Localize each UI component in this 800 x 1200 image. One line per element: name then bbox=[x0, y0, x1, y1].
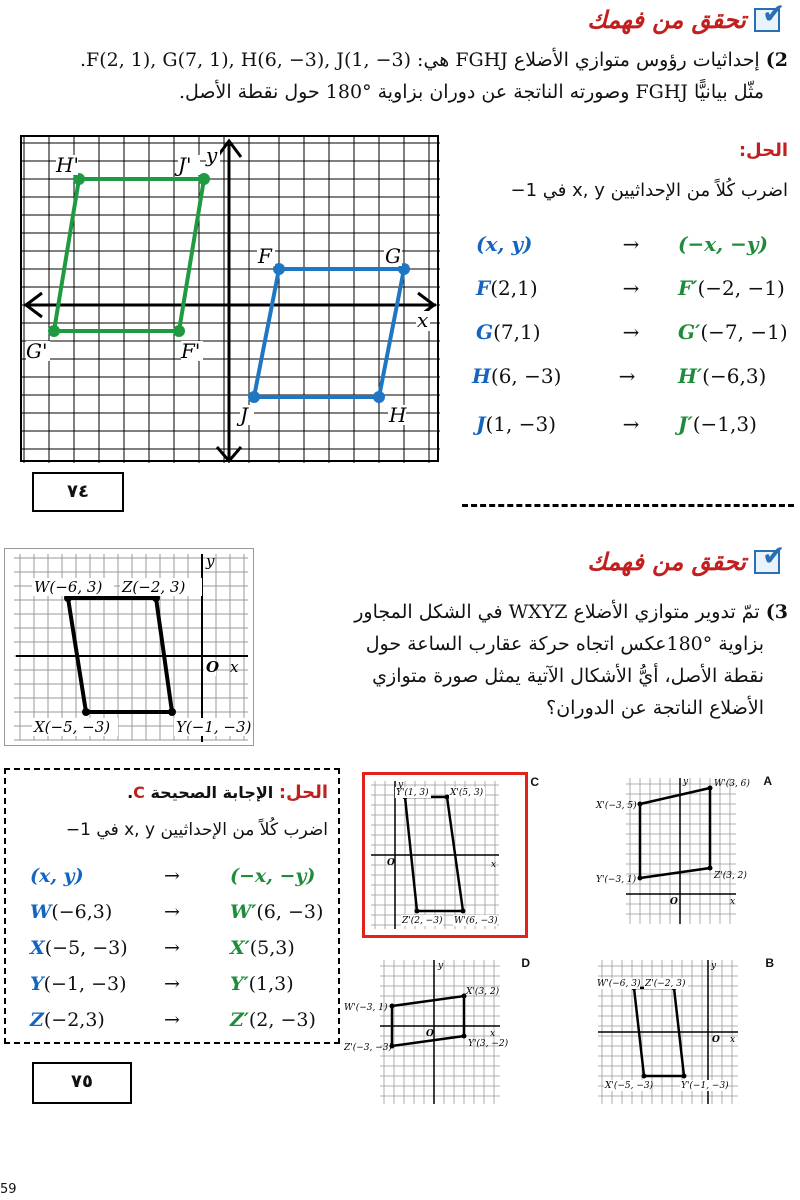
graph-y-label: y bbox=[206, 143, 218, 167]
option-d[interactable]: X'(3, 2) W'(−3, 1) Z'(−3, −3) Y'(3, −2) O x y D bbox=[344, 956, 524, 1108]
parallelogram-wxyz-graph bbox=[4, 548, 254, 746]
svg-text:W'(6, −3): W'(6, −3) bbox=[454, 916, 498, 926]
mapping-row: H(6, −3) → H′(−6,3) bbox=[472, 364, 767, 388]
mapping-list-1 bbox=[472, 232, 796, 456]
svg-text:Y'(1, 3): Y'(1, 3) bbox=[396, 788, 429, 798]
option-d-graph bbox=[344, 956, 524, 1108]
svg-text:Z'(3, 2): Z'(3, 2) bbox=[714, 871, 747, 881]
label-O: O bbox=[206, 658, 220, 676]
svg-text:W'(3, 6): W'(3, 6) bbox=[714, 779, 750, 789]
label-Jp: J' bbox=[178, 153, 192, 177]
label-Gp: G' bbox=[26, 339, 48, 363]
rotation-graph-fghj bbox=[20, 135, 440, 463]
svg-text:x: x bbox=[490, 1029, 496, 1039]
option-b[interactable]: W'(−6, 3) Z'(−2, 3) X'(−5, −3) Y'(−1, −3) O x y B bbox=[592, 956, 768, 1108]
option-a-graph bbox=[590, 774, 766, 930]
svg-text:X'(−3, 5): X'(−3, 5) bbox=[596, 801, 637, 811]
label-J: J bbox=[240, 403, 249, 427]
option-a[interactable]: W'(3, 6) X'(−3, 5) Y'(−3, 1) Z'(3, 2) O x y A bbox=[590, 774, 766, 930]
mapping-row: G(7,1) → G′(−7, −1) bbox=[476, 320, 788, 344]
label-Y: Y(−1, −3) bbox=[176, 718, 252, 736]
answer-line: الحل: الإجابة الصحيحة C. bbox=[127, 782, 328, 803]
checkmark-icon: ✔ bbox=[754, 550, 780, 574]
question-2 bbox=[13, 44, 788, 108]
svg-text:y: y bbox=[398, 780, 404, 790]
svg-text:O: O bbox=[426, 1029, 434, 1039]
svg-text:O: O bbox=[670, 897, 678, 907]
svg-text:y: y bbox=[438, 961, 444, 971]
question-number: 2) bbox=[765, 49, 788, 71]
dashed-separator bbox=[462, 504, 794, 507]
svg-text:x: x bbox=[730, 897, 736, 907]
svg-text:X'(3, 2): X'(3, 2) bbox=[466, 987, 500, 997]
svg-text:Y'(−3, 1): Y'(−3, 1) bbox=[596, 875, 637, 885]
label-H: H bbox=[389, 403, 407, 427]
label-x: x bbox=[230, 658, 239, 676]
svg-text:Y'(−1, −3): Y'(−1, −3) bbox=[681, 1081, 729, 1091]
svg-text:Y'(3, −2): Y'(3, −2) bbox=[468, 1039, 509, 1049]
mapping-row: J(1, −3) → J′(−1,3) bbox=[476, 412, 757, 436]
label-Z: Z(−2, 3) bbox=[122, 578, 186, 596]
label-Fp: F' bbox=[181, 339, 201, 363]
label-G: G bbox=[385, 244, 401, 268]
svg-text:W'(−6, 3): W'(−6, 3) bbox=[597, 979, 641, 989]
svg-text:X'(−5, −3): X'(−5, −3) bbox=[605, 1081, 654, 1091]
svg-text:O: O bbox=[712, 1035, 720, 1045]
svg-text:Z'(−3, −3): Z'(−3, −3) bbox=[344, 1043, 393, 1053]
svg-text:y: y bbox=[711, 961, 717, 971]
label-W: W(−6, 3) bbox=[34, 578, 103, 596]
instruction-1: اضرب كُلاً من الإحداثيين x, y في 1− bbox=[510, 180, 788, 201]
page-number-box-74: ٧٤ bbox=[32, 472, 124, 512]
option-b-graph bbox=[592, 956, 768, 1108]
svg-text:Z'(2, −3): Z'(2, −3) bbox=[402, 916, 443, 926]
footer-page-number: 59 bbox=[0, 1182, 17, 1197]
mapping-list-2: (x, y) → (−x, −y) W(−6,3) → W′(6, −3) X(−5, −3) → X′(5,3) Y(−1, −3) → Y′(1,3) Z(−2,3) → Z′(2, −3) bbox=[30, 865, 324, 1031]
option-c[interactable] bbox=[362, 772, 539, 938]
question-line-2: مثّل بيانيًّا FGHJ وصورته الناتجة عن دوران بزاوية °180 حول نقطة الأصل. bbox=[178, 81, 764, 103]
label-y: y bbox=[206, 552, 215, 570]
check-understanding-header-1 bbox=[587, 0, 786, 34]
option-c-graph bbox=[365, 775, 525, 935]
svg-text:y: y bbox=[683, 777, 689, 787]
mapping-row: (x, y) → (−x, −y) bbox=[476, 232, 768, 256]
label-F: F bbox=[258, 244, 272, 268]
check-understanding-header-2: تحقق من فهمك ✔ bbox=[587, 539, 786, 576]
graph-x-label: x bbox=[417, 308, 429, 332]
svg-text:W'(−3, 1): W'(−3, 1) bbox=[344, 1003, 388, 1013]
mapping-row: F(2,1) → F′(−2, −1) bbox=[476, 276, 785, 300]
solution-label-1: الحل: bbox=[738, 140, 788, 161]
svg-text:Z'(−2, 3): Z'(−2, 3) bbox=[645, 979, 686, 989]
question-line-1: إحداثيات رؤوس متوازي الأضلاع FGHJ هي: F(2, 1), G(7, 1), H(6, −3), J(1, −3). bbox=[80, 49, 760, 71]
option-c-letter: C bbox=[530, 775, 539, 789]
question-3: 3) تمّ تدوير متوازي الأضلاع WXYZ في الشكل المجاور بزاوية °180عكس اتجاه حركة عقارب الساعة حول نقطة الأصل، أيُّ الأشكال الآتية يمثل صورة متوازي الأضلاع الناتجة عن الدوران؟ bbox=[354, 601, 788, 719]
label-X: X(−5, −3) bbox=[34, 718, 111, 736]
svg-text:x: x bbox=[730, 1035, 736, 1045]
svg-text:x: x bbox=[491, 860, 497, 870]
svg-text:X'(5, 3): X'(5, 3) bbox=[450, 788, 484, 798]
svg-text:O: O bbox=[387, 858, 395, 868]
check-title: تحقق من فهمك bbox=[587, 6, 746, 34]
checkmark-icon: ✔ bbox=[754, 8, 780, 32]
solution-box-3: الحل: الإجابة الصحيحة C. اضرب كُلاً من الإحداثيين x, y في 1− (x, y) → (−x, −y) W(−6,3) → W′(6, −3) X(−5, −3) → X′(5,3) Y(−1, −3) → Y′(1,3) Z(−2,3) → Z′(2, −3) bbox=[4, 768, 340, 1044]
label-Hp: H' bbox=[56, 153, 79, 177]
page-number-box-75: ٧٥ bbox=[32, 1062, 132, 1104]
